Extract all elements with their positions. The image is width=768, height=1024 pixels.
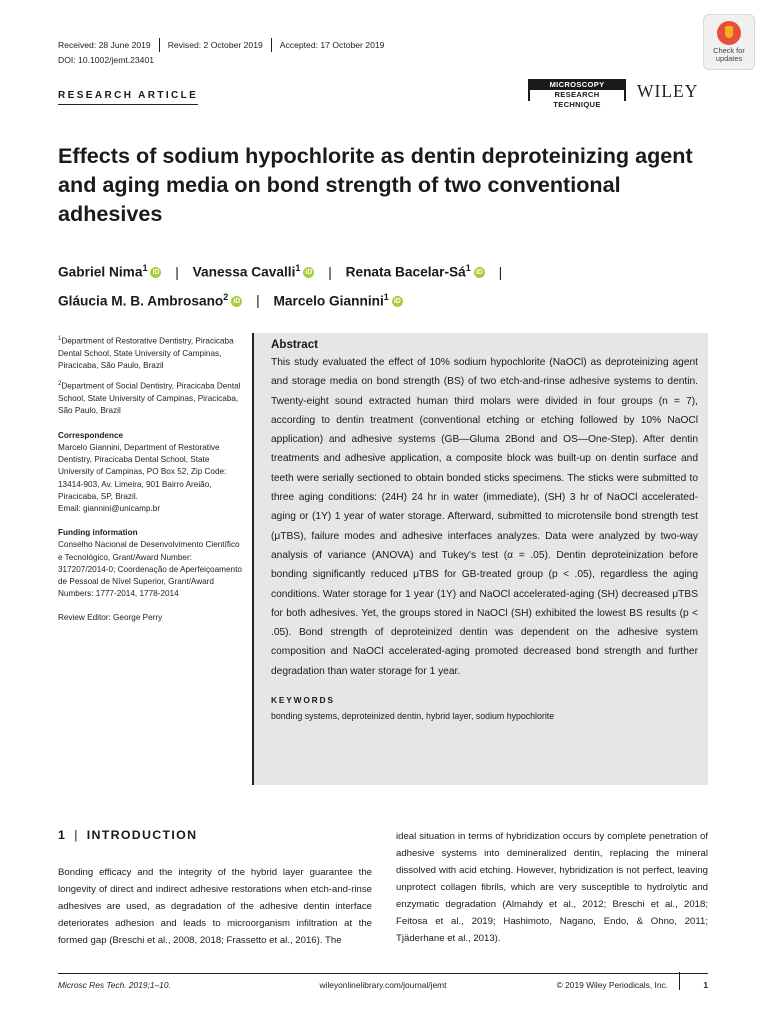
author-affiliation-mark: 2 — [223, 291, 229, 302]
doi[interactable]: DOI: 10.1002/jemt.23401 — [58, 55, 155, 65]
author-affiliation-mark: 1 — [295, 263, 301, 273]
journal-logo — [528, 79, 626, 109]
abstract-heading: Abstract — [271, 338, 319, 351]
author-list — [58, 256, 718, 313]
check-updates-label-1: Check for — [713, 46, 745, 55]
body-column-left — [58, 828, 372, 949]
keywords-list: bonding systems, deproteinized dentin, hybrid layer, sodium hypochlorite — [271, 711, 555, 722]
author-affiliation-mark: 1 — [465, 263, 471, 273]
author-affiliation-mark: 1 — [383, 291, 389, 302]
section-number: 1 — [58, 828, 67, 842]
author-line-2 — [58, 285, 718, 314]
keywords-heading: KEYWORDS — [271, 695, 335, 706]
revised-date: Revised: 2 October 2019 — [159, 38, 271, 52]
funding-info — [58, 527, 243, 600]
affiliation-text: Department of Restorative Dentistry, Piracicaba Dental School, State University of Campinas, Piracicaba, São Paulo, Brazil — [58, 336, 234, 371]
author-name: Renata Bacelar-Sá — [345, 264, 466, 280]
affiliation-2 — [58, 378, 243, 417]
section-divider: | — [74, 828, 79, 842]
accepted-date: Accepted: 17 October 2019 — [271, 38, 393, 52]
publisher-logo: WILEY — [637, 81, 699, 101]
article-info-sidebar — [58, 333, 243, 631]
funding-text: Conselho Nacional de Desenvolvimento Científico e Tecnológico, Grant/Award Number: 317207/2014-0; Coordenação de Aperfeiçoamento de Pessoal de Nível Superior, Grant/Award Numbers: 1777-2014, 1778-2014 — [58, 540, 242, 599]
crossmark-icon — [717, 21, 741, 45]
check-updates-label-2: updates — [715, 54, 743, 63]
orcid-icon[interactable]: iD — [233, 298, 241, 305]
author-separator: | — [498, 264, 503, 280]
section-heading — [58, 828, 372, 842]
author-line-1 — [58, 256, 718, 285]
funding-heading: Funding information — [58, 528, 138, 538]
body-paragraph: ideal situation in terms of hybridization occurs by complete penetration of adhesive systems into demineralized dentin, replacing the mineral dissolved with acid etching. However, hybridization is not perfect, leaving unprotect collagen fibrils, which are very susceptible to hydrolytic and enzymatic degradation (Almahdy et al., 2012; Breschi et al., 2018; Feitosa et al., 2019; Hashimoto, Nagano, Endo, & Ohno, 2011; Tjäderhane et al., 2013). — [396, 831, 708, 944]
copyright: © 2019 Wiley Periodicals, Inc. — [556, 980, 668, 990]
correspondence-heading: Correspondence — [58, 430, 124, 440]
article-type: RESEARCH ARTICLE — [58, 90, 198, 105]
correspondence — [58, 430, 243, 515]
affiliation-1 — [58, 333, 243, 372]
author-separator: | — [256, 293, 260, 309]
correspondence-email[interactable]: Email: giannini@unicamp.br — [58, 503, 161, 513]
abstract-panel — [252, 333, 708, 785]
author-name: Vanessa Cavalli — [192, 264, 296, 280]
author-separator: | — [328, 264, 332, 280]
review-editor: Review Editor: George Perry — [58, 613, 163, 623]
journal-url[interactable]: wileyonlinelibrary.com/journal/jemt — [319, 980, 447, 990]
footer-page-separator — [679, 972, 680, 990]
received-date: Received: 28 June 2019 — [58, 40, 151, 50]
author-affiliation-mark: 1 — [142, 263, 148, 273]
orcid-icon[interactable]: iD — [152, 269, 160, 277]
body-paragraph: Bonding efficacy and the integrity of the hybrid layer guarantee the longevity of direct and indirect adhesive restorations when etch-and-rinse adhesives are used, as degradation of the adhesive dentin interface deteriorates adhesion and leads to microorganism infiltration at the formed gap (Breschi et al., 2008, 2018; Frassetto et al., 2016). The — [58, 867, 372, 946]
correspondence-text: Marcelo Giannini, Department of Restorative Dentistry, Piracicaba Dental School, State University of Campinas, PO Box 52, Zip Code: 13414-903, Av. Limeira, 901 Bairro Areião, Piracicaba, SP, Brazil. — [58, 442, 227, 501]
footer-divider — [58, 973, 708, 974]
author-name: Gláucia M. B. Ambrosano — [58, 293, 224, 309]
section-title: INTRODUCTION — [86, 828, 198, 842]
page-number: 1 — [703, 980, 708, 990]
journal-logo-line2: RESEARCH TECHNIQUE — [530, 90, 624, 110]
journal-citation-text: Microsc Res Tech. 2019;1–10. — [58, 980, 171, 990]
affiliation-text: Department of Social Dentistry, Piracicaba Dental School, State University of Campinas, Piracicaba, São Paulo, Brazil — [58, 382, 241, 416]
orcid-icon[interactable]: iD — [305, 269, 313, 277]
affiliation-number: 2 — [58, 381, 62, 388]
article-dates — [58, 38, 392, 52]
author-separator: | — [175, 264, 179, 280]
author-name: Marcelo Giannini — [273, 293, 384, 309]
author-name: Gabriel Nima — [58, 264, 143, 280]
body-column-right — [396, 828, 708, 947]
abstract-text: This study evaluated the effect of 10% sodium hypochlorite (NaOCl) as deproteinizing agent and storage media on bond strength (BS) of two etch-and-rinse adhesive systems to dentin. Twenty-eight sound extracted human third molars were divided in four groups (n = 7), according to dentin treatment (conventional etching or etching followed by 10% NaOCl application) and adhesive systems (GB—Gluma 2Bond and OS—One-Step). After dentin treatments and adhesive application, a composite block was built-up on dentin surface and teeth were serially sectioned to obtain bonded sticks specimens. The sticks were submitted to three aging conditions: (24H) 24 hr in water (immediate), (SH) 3 hr of NaOCl accelerated-aging or (1Y) 1 year of water storage. Afterward, submitted to microtensile bond strength test (μTBS), failure modes and adhesive interfaces analyzes. Data were analyzed by two-way analysis of variance (ANOVA) and Tukey's test (α = .05). Dentin deproteinization before bonding significantly reduced μTBS for GB-treated group (p < .05), regardless the aging conditions. Water storage for 1 year (1Y) and NaOCl accelerated-aging (SH) decreased μTBS for both adhesives. Yet, the groups stored in NaOCl (SH) exhibited the lowest BS results (p < .05). Bond strength of deproteinized dentin was dependent on the adhesive system composition and NaOCl accelerated-aging promoted decreased bond strength and further degradation than water storage for 1 year. — [271, 357, 698, 677]
article-title: Effects of sodium hypochlorite as dentin deproteinizing agent and aging media on bond strength of two conventional adhesives — [58, 143, 693, 226]
check-for-updates-button[interactable] — [703, 14, 755, 70]
journal-logo-line1: MICROSCOPY — [549, 80, 605, 89]
article-history — [58, 38, 392, 65]
affiliation-number: 1 — [58, 336, 62, 342]
orcid-icon[interactable]: iD — [393, 298, 401, 305]
orcid-icon[interactable]: iD — [475, 269, 483, 277]
